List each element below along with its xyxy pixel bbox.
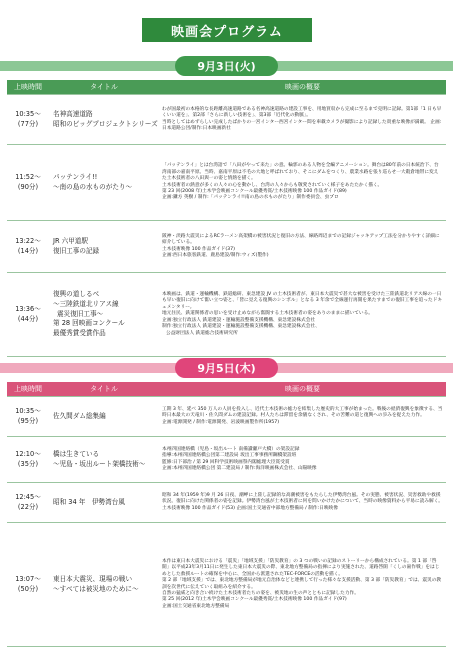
summary-text: 「パッテンライ」とは台湾語で「八田がやって来た」の意。輪郭のある人物を全編アニメーション。舞台は80年前の日本統治下、台湾南部の嘉南平原。当時、嘉南平原は不毛の大地と呼ばれており、そこにダムをつくり、農業水路を張り巡らせ一大穀倉地帯に変えた土木技術者の八田與一の姿と情熱を描く。 <box>162 163 439 182</box>
start-time: 13:07～ <box>15 574 41 583</box>
summary-credit: 指導:本州四国連絡橋公団第二建設局 坂出工事事務所鋼橋架設班 <box>162 453 297 459</box>
start-time: 10:35～ <box>15 406 41 415</box>
summary-text: 自然の猛威と向き合い続けた土木技術者たちの姿を、被災地の生の声とともに記録した力作。 <box>162 590 359 596</box>
summary-credit: 公益財団法人 鉄道総合技術研究所 <box>166 330 238 336</box>
film-award: 第 28 回映画コンクール <box>53 319 125 328</box>
row-time <box>7 145 49 221</box>
film-title: 橋は生きている <box>53 449 100 458</box>
table-row <box>7 273 446 357</box>
row-summary <box>159 221 446 273</box>
summary-text: わが国最初の本格的な長距離高速道路である名神高速道路の建設工事を、用地買収から完成に至るまで克明に記録。第1部「1 日も早くいい道を」、第2部「さらに新しい技術を」、第3部「近代化の動脈」。 <box>162 106 442 119</box>
row-time <box>7 273 49 357</box>
summary-credit: 企画:電源開発 / 制作:電源開発、岩波映画製作所(1957) <box>162 419 280 425</box>
film-title: パッテンライ!! <box>53 172 98 181</box>
duration: (44分) <box>17 314 39 323</box>
summary-text: 本映画は、鉄道・運輸機構、鉄道総研、東急建設 JV の土木技術者が、東日本大震災で甚大な被害を受けた三陸鉄道北リアス線の一日も早い復旧に向けて奮い立つ姿と、「皆に見える復興のシンボル」となる 3 年余で全線運行再開を果たすまでの復旧工事を追ったドキュメンタリー。 <box>162 291 443 310</box>
summary-text: 阪神・淡路大震災によるRCラーメン高架橋の被害状況と復旧の方法、線路周辺までの記録ジャッキアップ工法を分かりやすく詳細に紹介している。 <box>162 233 440 246</box>
summary-credit: 企画:鎌方 英樹 / 制作:「パッテンライ!!南の島の水ものがたり」制作委員会、虫プロ <box>162 195 339 201</box>
start-time: 12:45～ <box>15 492 41 501</box>
summary-text: 第 2 部「地域支援」では、東北地方整備局が地元自治体などと連携して行った様々な支援活動、第 3 部「防災教育」では、震災の教訓を次世代に伝えていく取組みを紹介する。 <box>162 578 442 590</box>
table-row <box>7 221 446 273</box>
summary-guide: 土木技術映像 100 作品ガイド(37) <box>162 246 235 252</box>
film-subtitle: 昭和のビッグプロジェクトシリーズ <box>53 119 158 128</box>
summary-award: 第 25 回(2012 年)土木学会映画コンクール最優秀賞/土木技術映像 100 作品ガイド(97) <box>162 597 347 603</box>
duration: (95分) <box>17 416 39 425</box>
row-summary <box>159 95 446 145</box>
row-summary <box>159 397 446 437</box>
film-subtitle: ～すべては被災地のために～ <box>53 584 139 593</box>
col-header-time: 上映時間 <box>7 80 49 95</box>
table-row <box>7 95 446 145</box>
table-row <box>7 437 446 483</box>
film-title: JR 六甲道駅 <box>53 236 88 245</box>
row-title <box>49 221 159 273</box>
film-subtitle: ～南の島の水ものがたり～ <box>53 182 133 191</box>
film-award: 最優秀賞受賞作品 <box>53 329 106 338</box>
row-summary <box>159 145 446 221</box>
duration: (35分) <box>17 459 39 468</box>
schedule-table-day2 <box>7 382 446 647</box>
start-time: 13:22～ <box>15 236 41 245</box>
film-title: 東日本大震災、現場の戦い <box>53 574 133 583</box>
table-header-row <box>7 80 446 95</box>
summary-text: 地元住民、鉄道関係者の思いを受け止めながら奮闘する土木技術者の姿をありのままに描いている。 <box>162 311 373 317</box>
row-title <box>49 397 159 437</box>
row-title <box>49 95 159 145</box>
start-time: 10:35～ <box>15 109 41 118</box>
start-time: 13:36～ <box>15 304 41 313</box>
summary-award: 第 23 回(2008 年)土木学会映画コンクール最優秀賞/土木技術映像 100 作品ガイド(89) <box>162 188 347 194</box>
duration: (22分) <box>17 502 39 511</box>
row-summary <box>159 523 446 647</box>
row-time <box>7 95 49 145</box>
film-subtitle: 震災復旧工事～ <box>57 309 104 318</box>
row-title <box>49 273 159 357</box>
row-summary <box>159 483 446 523</box>
col-header-title: タイトル <box>49 382 159 397</box>
day-header-sep5 <box>0 358 453 378</box>
duration: (50分) <box>17 584 39 593</box>
start-time: 11:52～ <box>15 172 41 181</box>
table-row <box>7 145 446 221</box>
schedule-table-day1 <box>7 80 446 357</box>
summary-award: 監修:日下部治 / 第 29 回科学技術映画祭内閣総理大臣賞受賞 <box>162 459 290 465</box>
row-summary <box>159 437 446 483</box>
table-header-row <box>7 382 446 397</box>
summary-text: 土木技術者の熱意が多くの人々の心を動かし、台湾の人々からも敬愛されていく様子をあたたかく描く。 <box>162 182 383 188</box>
summary-credit: 企画:西日本旅客鉄道、鹿島建設/制作:ウィズ(製作) <box>162 252 269 258</box>
col-header-time: 上映時間 <box>7 382 49 397</box>
row-time <box>7 523 49 647</box>
summary-credit: 企画:国土交通省東北地方整備局 <box>162 603 230 609</box>
row-time <box>7 437 49 483</box>
row-time <box>7 483 49 523</box>
film-subtitle: ～三陸鉄道北リアス線 <box>53 299 119 308</box>
summary-credit: 制作:独立行政法人 鉄道建設・運輸施設整備支援機構、東急建設株式会社、 <box>162 324 320 330</box>
summary-text: 工期 3 年、延べ 350 万人の人員を投入し、近代土木技術の総力を結集した歴史的大工事が始まった。戦後の経済復興を象徴する、当時日本最大の天竜川・佐久間ダムの建設記録。村人たちは滞留を余儀なくされ、その苦難の道と復興への歩みを捉えた力作。 <box>162 406 443 419</box>
duration: (77分) <box>17 119 39 128</box>
table-row <box>7 397 446 437</box>
film-subtitle: ～児島・坂出ルート架橋技術～ <box>53 459 146 468</box>
duration: (90分) <box>17 182 39 191</box>
film-title: 佐久間ダム総集編 <box>53 411 106 420</box>
duration: (14分) <box>17 246 39 255</box>
film-title: 昭和 34 年 伊勢湾台風 <box>53 497 125 506</box>
summary-credit: 企画:独立行政法人 鉄道建設・運輸施設整備支援機構、東急建設株式会社 <box>162 317 316 323</box>
row-title <box>49 483 159 523</box>
day-label: 9月3日(火) <box>175 56 277 76</box>
col-header-title: タイトル <box>49 80 159 95</box>
table-row <box>7 483 446 523</box>
row-title <box>49 437 159 483</box>
film-title: 名神高速道路 <box>53 109 93 118</box>
summary-text: 昭和 34 年(1959 年)9 月 26 日夜、潮岬に上陸し記録的な高潮被害をもたらした伊勢湾台風。その実態、被害状況、災害救助や救援状況、復旧に向けた関係者の姿を記録。伊勢湾台風が土木技術者に何を問いかけたかについて、当時の映像資料から平易に読み解く。 <box>162 492 443 505</box>
col-header-summary: 映画の概要 <box>159 382 446 397</box>
day-header-sep3 <box>0 56 453 76</box>
col-header-summary: 映画の概要 <box>159 80 446 95</box>
table-row <box>7 523 446 647</box>
film-title: 復興の道しるべ <box>53 289 100 298</box>
row-summary <box>159 273 446 357</box>
summary-credit: 当時としてはめずらしい完成したばかりの一宮インター西宮インター間を車載カメラが撮影により記録した貴重な映像が満載。 企画:日本道路公団/制作:日本映画新社 <box>162 119 442 131</box>
row-title <box>49 523 159 647</box>
summary-credit: 企画:本州四国連絡橋公団 第二建設局 / 制作:海洋映画株式会社、山陽映像 <box>162 465 317 471</box>
start-time: 12:10～ <box>15 449 41 458</box>
summary-credit: 土木技術映像 100 作品ガイド(53) 企画:国土交通省中部地方整備局 / 制作:日映映像 <box>162 505 338 511</box>
summary-text: 本作は東日本大震災における「震災」「地域支援」「防災教育」の 3 つの戦いの記録のストーリーから構成されている。第 1 部「啓開」以平成23年3月11日に発生した東日本大震災の際、東北地方整備局の指揮により実施された、道路啓開「くしの歯作戦」をはじめとした救援ルートの確保を中心に、全国から派遣されたTEC-FORCEの活動を描く。 <box>162 558 440 577</box>
row-time <box>7 221 49 273</box>
summary-text: 本州四国連絡橋（児島・坂出ルート 南備讃瀬戸大橋）の架設記録 <box>162 446 300 452</box>
row-title <box>49 145 159 221</box>
day-label: 9月5日(木) <box>175 358 277 378</box>
page-title: 映画会プログラム <box>142 18 312 42</box>
film-subtitle: 復旧工事の記録 <box>53 246 100 255</box>
row-time <box>7 397 49 437</box>
